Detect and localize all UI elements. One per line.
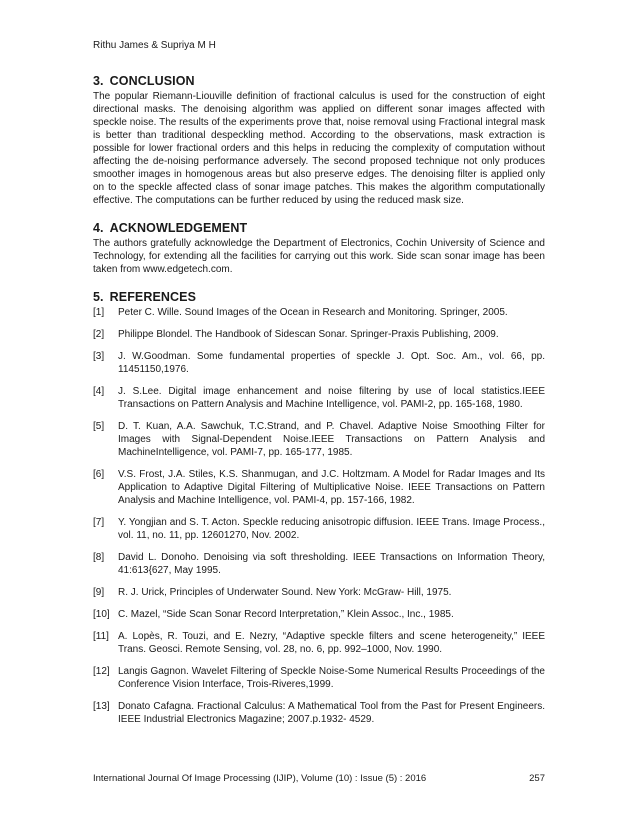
section-paragraph: The authors gratefully acknowledge the Department of Electronics, Cochin University of Science and Technology, for extending all the facilities for carrying out this work. Side scan sonar image has been taken from www.edgetech.com. <box>93 238 545 275</box>
section-acknowledgement <box>93 221 545 276</box>
reference-text: D. T. Kuan, A.A. Sawchuk, T.C.Strand, and P. Chavel. Adaptive Noise Smoothing Filter for Images with Signal-Dependent Noise.IEEE Transactions on Pattern Analysis and MachineIntelligence, vol. PAMI-7, pp. 165-177, 1985. <box>118 421 545 458</box>
reference-text: C. Mazel, “Side Scan Sonar Record Interpretation,” Klein Assoc., Inc., 1985. <box>118 609 454 620</box>
reference-item <box>93 468 545 507</box>
section-number: 5. <box>93 290 104 304</box>
section-heading <box>93 290 545 304</box>
reference-item <box>93 700 545 726</box>
reference-number: [7] <box>93 517 105 528</box>
reference-number: [4] <box>93 386 105 397</box>
reference-item <box>93 551 545 577</box>
reference-number: [12] <box>93 666 110 677</box>
reference-number: [8] <box>93 552 105 563</box>
page-footer <box>93 773 545 784</box>
reference-text: R. J. Urick, Principles of Underwater Sound. New York: McGraw- Hill, 1975. <box>118 587 452 598</box>
reference-number: [5] <box>93 421 105 432</box>
reference-item <box>93 516 545 542</box>
journal-citation: International Journal Of Image Processing (IJIP), Volume (10) : Issue (5) : 2016 <box>93 773 427 784</box>
section-conclusion <box>93 74 545 207</box>
reference-number: [2] <box>93 329 105 340</box>
reference-item <box>93 586 545 599</box>
section-references <box>93 290 545 726</box>
reference-item <box>93 350 545 376</box>
reference-text: Philippe Blondel. The Handbook of Sidescan Sonar. Springer-Praxis Publishing, 2009. <box>118 329 499 340</box>
reference-text: David L. Donoho. Denoising via soft thresholding. IEEE Transactions on Information Theory, 41:613{627, May 1995. <box>118 552 545 576</box>
section-number: 4. <box>93 221 104 235</box>
reference-number: [9] <box>93 587 105 598</box>
reference-item <box>93 665 545 691</box>
reference-text: Peter C. Wille. Sound Images of the Ocean in Research and Monitoring. Springer, 2005. <box>118 307 508 318</box>
section-number: 3. <box>93 74 104 88</box>
reference-text: J. S.Lee. Digital image enhancement and noise filtering by use of local statistics.IEEE Transactions on Pattern Analysis and Machine Intelligence, vol. PAMI-2, pp. 165-168, 1980. <box>118 386 545 410</box>
page-content <box>93 74 545 740</box>
section-heading <box>93 74 545 88</box>
reference-number: [11] <box>93 631 109 642</box>
reference-number: [6] <box>93 469 105 480</box>
reference-number: [10] <box>93 609 110 620</box>
reference-text: Langis Gagnon. Wavelet Filtering of Speckle Noise-Some Numerical Results Proceedings of the Conference Vision Interface, Trois-Riveres,1999. <box>118 666 545 690</box>
reference-list <box>93 306 545 726</box>
section-heading <box>93 221 545 235</box>
reference-number: [13] <box>93 701 110 712</box>
reference-text: A. Lopès, R. Touzi, and E. Nezry, “Adaptive speckle filters and scene heterogeneity,” IEEE Trans. Geosci. Remote Sensing, vol. 28, no. 6, pp. 992–1000, Nov. 1990. <box>118 631 545 655</box>
running-header: Rithu James & Supriya M H <box>93 40 216 51</box>
reference-item <box>93 306 545 319</box>
reference-number: [1] <box>93 307 105 318</box>
section-title: ACKNOWLEDGEMENT <box>109 221 248 235</box>
reference-item <box>93 385 545 411</box>
reference-text: Y. Yongjian and S. T. Acton. Speckle reducing anisotropic diffusion. IEEE Trans. Image Process., vol. 11, no. 11, pp. 12601270, Nov. 2002. <box>118 517 545 541</box>
section-title: REFERENCES <box>109 290 197 304</box>
page-number: 257 <box>529 773 545 784</box>
reference-item <box>93 608 545 621</box>
reference-text: J. W.Goodman. Some fundamental properties of speckle J. Opt. Soc. Am., vol. 66, pp. 11451150,1976. <box>118 351 545 375</box>
reference-item <box>93 420 545 459</box>
reference-text: Donato Cafagna. Fractional Calculus: A Mathematical Tool from the Past for Present Engineers. IEEE Industrial Electronics Magazine; 2007.p.1932- 4529. <box>118 701 545 725</box>
section-paragraph: The popular Riemann-Liouville definition of fractional calculus is used for the construction of eight directional masks. The denoising algorithm was applied on different sonar images affected with speckle noise. The results of the experiments prove that, noise removal using Fractional integral mask is better than traditional despeckling method. According to the observations, mask extraction is possible for lower fractional orders and this helps in reducing the complexity of computation without affecting the de-noising performance adversely. The second proposed technique not only produces smoother images in homogenous areas but also preserve edges. The denoising filter is applied only on to the speckle affected class of sonar image patches. This makes the algorithm computationally effective. The computations can be further reduced by using the reduced mask size. <box>93 91 545 206</box>
reference-item <box>93 328 545 341</box>
reference-number: [3] <box>93 351 105 362</box>
section-title: CONCLUSION <box>109 74 195 88</box>
reference-item <box>93 630 545 656</box>
reference-text: V.S. Frost, J.A. Stiles, K.S. Shanmugan, and J.C. Holtzmam. A Model for Radar Images and Its Application to Adaptive Digital Filtering of Multiplicative Noise. IEEE Transactions on Pattern Analysis and Machine Intelligence, vol. PAMI-4, pp. 157-166, 1982. <box>118 469 545 506</box>
